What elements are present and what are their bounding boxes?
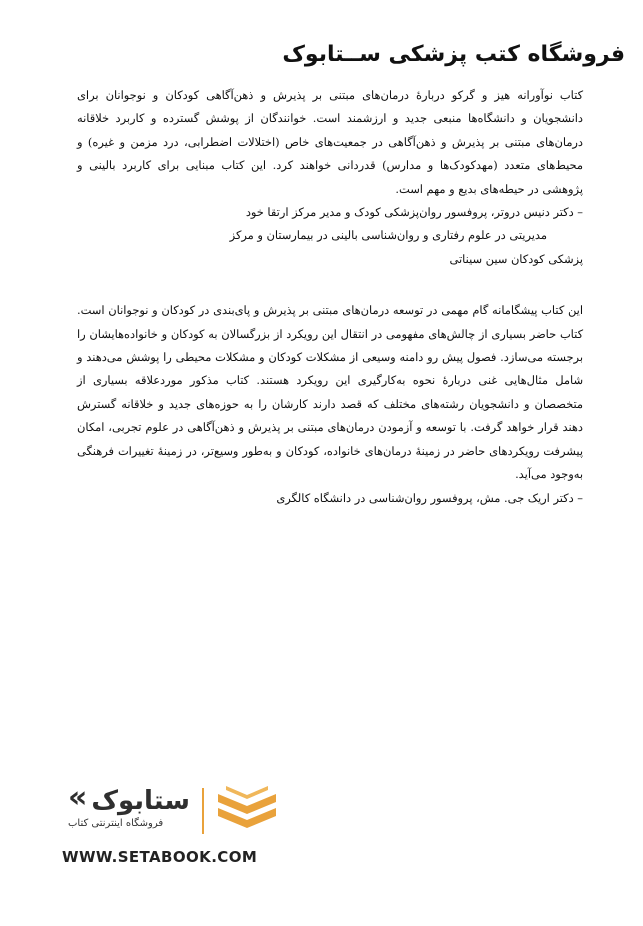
- logo-divider: [202, 788, 204, 834]
- logo-tagline: فروشگاه اینترنتی کتاب: [68, 818, 164, 829]
- attribution-line: پزشکی کودکان سین سیناتی: [449, 251, 583, 266]
- endorsement-attribution-2: [77, 487, 583, 510]
- endorsement-paragraph-1: کتاب نوآورانه هیز و گرکو دربارهٔ درمان‌های مبتنی بر پذیرش و ذهن‌آگاهی کودکان و نوجوانان برای دانشجویان و دانشگاه‌ها منبعی جدید و ارزشمند است. خوانندگان از پوشش گسترده و کاربرد خلاقانه درمان‌های مبتنی بر پذیرش و ذهن‌آگاهی در جمعیت‌های خاص (اختلالات اضطرابی، درد مزمن و غیره) و محیط‌های متعدد (مهدکودک‌ها و مدارس) قدردانی خواهند کرد. این کتاب مبنایی برای کاربرد بالینی و پژوهشی در حیطه‌های بدیع و مهم است.: [77, 88, 583, 196]
- logo-wordmark: ستابوک: [91, 786, 190, 816]
- website-url[interactable]: WWW.SETABOOK.COM: [62, 848, 258, 866]
- endorsement-paragraph-2: این کتاب پیشگامانه گام مهمی در توسعه درمان‌های مبتنی بر پذیرش و پای‌بندی در کودکان و نوجوانان است. کتاب حاضر بسیاری از چالش‌های مفهومی در انتقال این رویکرد از بزرگسالان به کودکان و خانواده‌هایشان را برجسته می‌سازد. فصول پیش رو دامنه وسیعی از مشکلات کودکان و مشکلات محیطی را پوشش می‌دهند و شامل مثال‌هایی غنی دربارهٔ نحوه به‌کارگیری این رویکرد هستند. کتاب مذکور موردعلاقه بسیاری از متخصصان و دانشجویان رشته‌های مختلف که قصد دارند کارشان را به حوزه‌های جدید و خلاقانه گسترش دهند قرار خواهد گرفت. با توسعه و آزمودن درمان‌های مبتنی بر پذیرش و ذهن‌آگاهی در علوم تجربی، امکان پیشرفت رویکردهای حاضر در زمینهٔ درمان‌های خانواده، کودکان و به‌طور وسیع‌تر، در زمینهٔ تغییرات فرهنگی به‌وجود می‌آید.: [77, 303, 583, 482]
- setabook-logo: [50, 780, 290, 842]
- endorsement-attribution-1: [77, 201, 583, 271]
- attribution-line: – دکتر دنیس دروتر، پروفسور روان‌پزشکی کودک و مدیر مرکز ارتقا خود: [245, 205, 583, 220]
- publisher-footer: [40, 780, 340, 880]
- attribution-line: – دکتر اریک جی. مش، پروفسور روان‌شناسی در دانشگاه کالگری: [276, 490, 583, 505]
- document-body: [77, 84, 583, 510]
- book-emblem-icon: [214, 784, 280, 836]
- logo-chevrons: «: [68, 780, 87, 815]
- attribution-line: مدیریتی در علوم رفتاری و روان‌شناسی بالینی در بیمارستان و مرکز: [229, 228, 547, 243]
- page-title: فروشگاه کتب پزشکی ســتابوک: [282, 42, 625, 67]
- section-gap: [77, 271, 583, 299]
